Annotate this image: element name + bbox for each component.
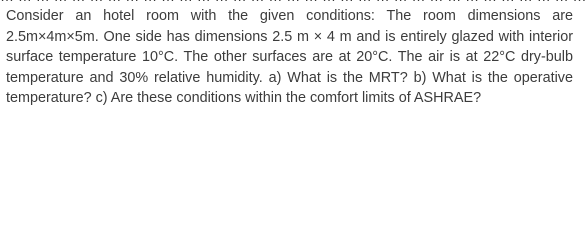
cut-off-previous-line [0, 0, 575, 4]
problem-statement: Consider an hotel room with the given conditions: The room dimensions are 2.5m×4m×5m. One side has dimensions 2.5 m × 4 m and is entirely glazed with interior surface temperature 10°C. The other surfaces are at 20°C. The air is at 22°C dry-bulb temperature and 30% relative humidity. a) What is the MRT? b) What is the operative temperature? c) Are these conditions within the comfort limits of ASHRAE? [6, 8, 573, 106]
